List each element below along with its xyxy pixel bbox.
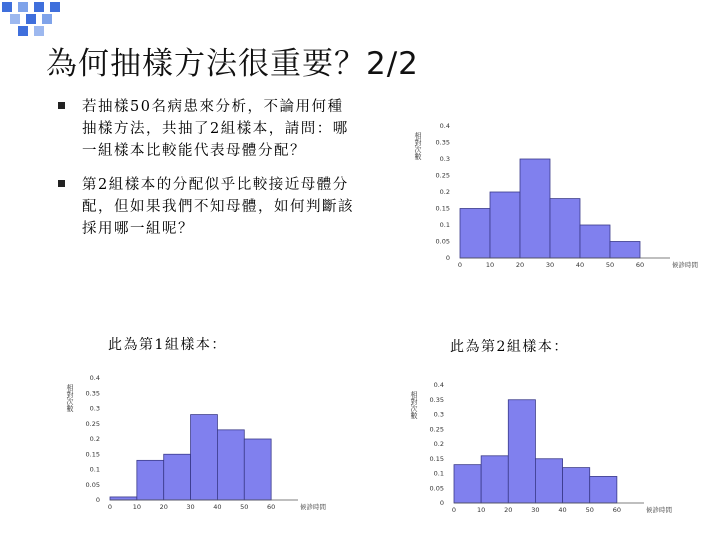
- y-tick-label: 0.35: [85, 389, 100, 398]
- y-tick-label: 0.25: [429, 425, 444, 434]
- x-tick-label: 30: [545, 261, 555, 269]
- histogram-bar: [563, 468, 590, 503]
- y-tick-label: 0.3: [439, 155, 450, 163]
- histogram-bar: [520, 159, 550, 258]
- histogram-bar: [110, 497, 137, 500]
- histogram-bar: [460, 209, 490, 259]
- bullet-list: [58, 96, 358, 252]
- y-tick-label: 0.3: [433, 410, 444, 419]
- x-tick-label: 0: [451, 506, 457, 514]
- y-tick-label: 0.25: [435, 171, 450, 180]
- bullet-text: 若抽樣50名病患來分析，不論用何種抽樣方法，共抽了2組樣本，請問：哪一組樣本比較能代表母體分配？: [82, 99, 349, 159]
- y-tick-label: 0.1: [89, 465, 100, 474]
- sample1-histogram: [60, 368, 326, 518]
- y-tick-label: 0.2: [433, 440, 444, 448]
- x-tick-label: 0: [107, 503, 113, 511]
- histogram-bar: [244, 439, 271, 500]
- population-histogram: [408, 118, 698, 280]
- y-tick-label: 0.35: [435, 138, 450, 147]
- histogram-bar: [137, 460, 164, 500]
- y-tick-label: 0.35: [429, 395, 444, 404]
- histogram-bar: [590, 476, 617, 503]
- x-tick-label: 10: [485, 261, 495, 269]
- square-bullet-icon: [58, 102, 65, 109]
- y-tick-label: 0.25: [85, 419, 100, 428]
- corner-decoration: [0, 0, 70, 42]
- sample1-caption: 此為第1組樣本：: [108, 337, 227, 353]
- y-tick-label: 0.05: [85, 480, 100, 489]
- y-tick-label: 0: [445, 254, 450, 262]
- histogram-bar: [508, 400, 535, 503]
- x-tick-label: 50: [240, 503, 249, 511]
- x-tick-label: 60: [635, 261, 645, 269]
- histogram-bar: [580, 225, 610, 258]
- x-tick-label: 30: [186, 503, 195, 511]
- y-tick-label: 0.2: [89, 435, 100, 443]
- y-tick-label: 0.1: [439, 221, 450, 229]
- y-tick-label: 0.4: [433, 381, 444, 389]
- bullet-item: [58, 174, 358, 240]
- sample2-histogram: [406, 375, 672, 523]
- x-tick-label: 30: [531, 506, 540, 514]
- histogram-bar: [610, 242, 640, 259]
- histogram-bar: [454, 465, 481, 503]
- x-tick-label: 20: [159, 503, 168, 511]
- slide-title: 為何抽樣方法很重要？2/2: [46, 46, 419, 82]
- bullet-text: 第2組樣本的分配似乎比較接近母體分配，但如果我們不知母體，如何判斷該採用哪一組呢？: [82, 177, 354, 237]
- y-tick-label: 0.3: [89, 404, 100, 413]
- histogram-bar: [217, 430, 244, 500]
- x-tick-label: 50: [585, 506, 594, 514]
- y-tick-label: 0.05: [429, 484, 444, 493]
- y-tick-label: 0.15: [85, 450, 100, 459]
- bullet-item: [58, 96, 358, 162]
- histogram-bar: [550, 199, 580, 258]
- x-tick-label: 40: [213, 503, 222, 511]
- y-axis-label: 相對次數: [410, 391, 418, 419]
- y-tick-label: 0.15: [429, 454, 444, 463]
- y-tick-label: 0.05: [435, 237, 450, 246]
- x-tick-label: 40: [558, 506, 567, 514]
- histogram-bar: [191, 415, 218, 500]
- histogram-bar: [164, 454, 191, 500]
- x-axis-label: 候診時間: [646, 506, 672, 514]
- y-tick-label: 0: [95, 496, 100, 504]
- y-tick-label: 0: [439, 499, 444, 507]
- y-tick-label: 0.15: [435, 204, 450, 213]
- x-tick-label: 40: [575, 261, 585, 269]
- x-tick-label: 60: [267, 503, 276, 511]
- x-axis-label: 候診時間: [672, 261, 698, 269]
- y-axis-label: 相對次數: [414, 132, 422, 160]
- x-axis-label: 候診時間: [300, 503, 326, 511]
- y-tick-label: 0.2: [439, 188, 450, 196]
- sample2-caption: 此為第2組樣本：: [450, 339, 569, 355]
- y-axis-label: 相對次數: [66, 384, 74, 412]
- square-bullet-icon: [58, 180, 65, 187]
- y-tick-label: 0.4: [89, 374, 100, 382]
- x-tick-label: 0: [457, 261, 463, 269]
- x-tick-label: 20: [504, 506, 513, 514]
- x-tick-label: 10: [132, 503, 141, 511]
- x-tick-label: 20: [515, 261, 525, 269]
- x-tick-label: 60: [612, 506, 621, 514]
- x-tick-label: 50: [605, 261, 615, 269]
- y-tick-label: 0.4: [439, 122, 450, 130]
- histogram-bar: [481, 456, 508, 503]
- histogram-bar: [535, 459, 562, 503]
- x-tick-label: 10: [477, 506, 486, 514]
- y-tick-label: 0.1: [433, 469, 444, 478]
- histogram-bar: [490, 192, 520, 258]
